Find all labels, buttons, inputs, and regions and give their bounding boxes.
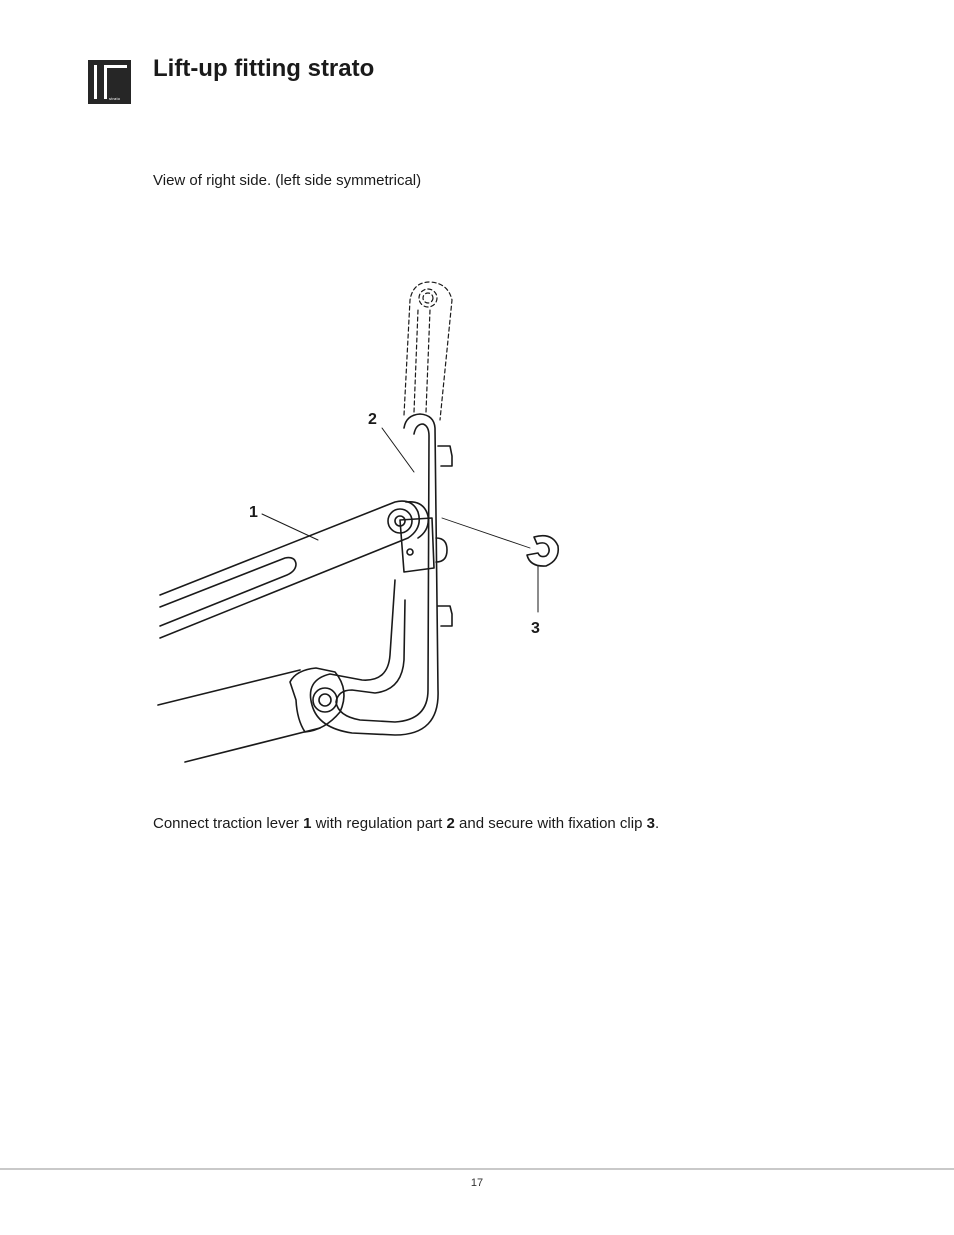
logo-bar bbox=[104, 65, 127, 68]
brand-logo bbox=[88, 60, 131, 104]
traction-lever bbox=[160, 501, 428, 638]
instruction-text: Connect traction lever 1 with regulation part 2 and secure with fixation clip 3. bbox=[153, 815, 660, 832]
fixation-clip bbox=[527, 536, 558, 566]
frame-bar bbox=[158, 670, 320, 762]
callout-2: 2 bbox=[368, 411, 377, 428]
logo-bar bbox=[104, 65, 107, 99]
page-number: 17 bbox=[470, 1177, 484, 1189]
ghost-outline bbox=[404, 282, 452, 420]
regulation-part bbox=[290, 414, 452, 735]
footer-divider bbox=[0, 1168, 954, 1170]
assembly-illustration bbox=[150, 275, 580, 770]
view-description: View of right side. (left side symmetrical) bbox=[153, 172, 422, 189]
page-title: Lift-up fitting strato bbox=[153, 55, 375, 82]
callout-1: 1 bbox=[249, 504, 258, 521]
assembly-line bbox=[442, 518, 530, 548]
logo-text: strato bbox=[109, 96, 121, 101]
callout-3: 3 bbox=[531, 620, 540, 637]
logo-bar bbox=[94, 65, 97, 99]
